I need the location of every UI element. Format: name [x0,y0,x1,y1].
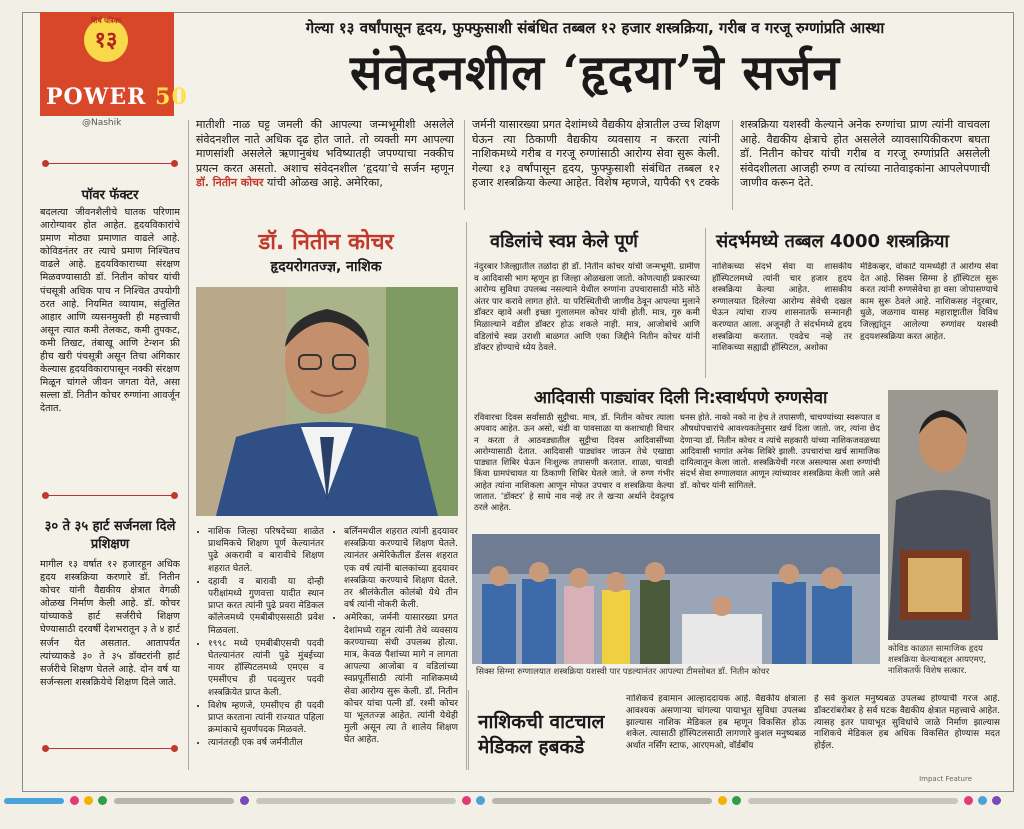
training-title: ३० ते ३५ हार्ट सर्जनला दिले प्रशिक्षण [44,519,176,552]
bullet-list-1 [196,526,324,758]
team-photo-illustration [472,534,880,664]
dream-text: नंदुरबार जिल्ह्यातील तळोदा ही डॉ. नितीन कोचर यांची जन्मभूमी. ग्रामीण व आदिवासी भाग म्हणून हा जिल्हा ओळखला जातो. कोणत्याही प्रकारच्या आरोग्य सुविधा उपलब्ध नसल्याने येथील रुग्णांना उपचारासाठी मोठे मोठे अंतर पार करावे लागत होते. या परिस्थितीची जाणीव ठेवून आपल्या मुलाने डॉक्टर व्हावे अशी इच्छा गुलालमल कोचर यांची होती. मात्र, गुरु कमी मिळाल्याने वडील डॉक्टर होऊ शकले नाही. मात्र, आजोबांचे आणि वडिलांचे स्वप्न उराशी बाळगत आणि एका जिद्दीने नितीन कोचर यांनी डॉक्टर होण्याचे ध्येय ठेवले. [474,262,700,354]
award-photo-caption: कोविड काळात सामाजिक हृदय शस्त्रक्रिया केल्याबद्दल आयएमए, नाशिकतर्फे विशेष सत्कार. [888,644,987,676]
intro-column-3: शस्त्रक्रिया यशस्वी केल्याने अनेक रुग्णांचा प्राण त्यांनी वाचवला आहे. वैद्यकीय क्षेत्राचे होत असलेले व्यावसायिकीकरण बघता डॉ. नितीन कोचर यांची गरीब व गरजू रुग्णांप्रति असलेली संवेदशीलता आजही रुग्ण व त्यांच्या नातेवाइकांना आपलेपणाची जाणीव करून देते. [740,118,990,190]
power-factor-title: पॉवर फॅक्टर [81,188,139,203]
intro-column-1: मातीशी नाळ घट्ट जमली की आपल्या जन्मभूमीशी असलेले संवेदनशील नाते अधिक दृढ होत जाते. तो व्यक्ती मग आपल्या माणसांशी असलेले ऋणानुबंध भविष्यातही जपण्याचा नक्कीच प्रयत्न करत असतो. अशाच संवेदनशील ‘हृदया’चे सर्जन म्हणून डॉ. नितीन कोचर यांची ओळख आहे. अमेरिका, [196,118,454,190]
award-photo-illustration [888,390,998,640]
medical-hub-title: नाशिकची वाटचाल मेडिकल हबकडे [478,711,605,758]
award-photo [888,390,998,640]
list-item: • बर्लिनमधील शहरात त्यांनी हृदयावर शस्त्रक्रिया करण्याचे शिक्षण घेतले. त्यानंतर अमेरिकेतील डॅलस शहरात एक वर्ष त्यांनी बालकांच्या हृदयावर शस्त्रक्रिया करण्याचे शिक्षण घेतले. तर श्रीलंकेतील कोलंबो येथे तीन वर्ष त्यांनी नोकरी केली. [344,526,458,611]
list-item: • नाशिक जिल्हा परिषदेच्या शाळेत प्राथमिकचे शिक्षण पूर्ण केल्यानंतर पुढे अकरावी व बारावीचे शिक्षण शहरात घेतले. [208,526,324,575]
operations-text-1: नाशिकच्या संदर्भ सेवा या शासकीय हॉस्पिटलमध्ये त्यांनी चार हजार हृदय शस्त्रक्रिया केल्या आहेत. शासकीय रुग्णालयात दिलेल्या आरोग्य सेवेची दखल घेऊन त्यांचा राज्य शासनातर्फे सन्मानही करण्यात आला. अजूनही ते संदर्भमध्ये हृदय शस्त्रक्रिया करतात. एवढेच नव्हे तर नाशिकच्या सह्याद्री हॉस्पिटल, अशोका [712,262,852,354]
list-item: • त्यानंतरही एक वर्ष जर्मनीतील [208,737,324,749]
team-photo-caption: सिक्स सिग्मा रुग्णालयात शस्त्रक्रिया यशस्वी पार पडल्यानंतर आपल्या टीमसोबत डॉ. नितीन कोचर [476,667,770,677]
list-item: • अमेरिका, जर्मनी यासारख्या प्रगत देशांमध्ये राहून त्यांनी तेथे व्यवसाय करण्याच्या संधी उपलब्ध होत्या. मात्र, केवळ पैशांच्या मागे न लागता आपल्या आजोबा व वडिलांच्या स्वप्नपूर्तीसाठी त्यांनी नाशिकमध्ये सेवा आरोग्य सुरू केली. डॉ. नितीन कोचर यांचा पत्नी डॉ. रश्मी कोचर या भूलतज्ज्ञ आहेत. त्यांनी येथेही मुली असून त्या ते शालेय शिक्षण घेत आहेत. [344,612,458,746]
headline: संवेदनशील ‘हृदया’चे सर्जन [349,45,841,101]
medical-hub-text-1: नाशिकचे हवामान आल्हाददायक आहे. वैद्यकीय क्षेत्राला आवश्यक असणाऱ्या चांगल्या पायाभूत सुविधा उपलब्ध झाल्यास नाशिक मेडिकल हब म्हणून विकसित होऊ शकेल. त्यासाठी हॉस्पिटलसाठी लागणारे कुशल मनुष्यबळ अर्थात नर्सिंग स्टाफ, आरएमओ, वॉर्डबॉय [626,694,806,752]
tribal-text-1: रविवारचा दिवस सर्वांसाठी सुट्टीचा. मात्र, डॉ. नितीन कोचर त्याला अपवाद आहेत. ऊन असो, थंडी वा पावसाळा या कशाचाही विचार न करता ते आठवड्यातील सुट्टीचा दिवस आदिवासींच्या आरोग्यासाठी देतात. आदिवासी पाड्यांवर जाऊन तेथे एखाद्या पाड्यात शिबिर घेऊन निःशुल्क तपासणी करतात. शाळा, चावडी किंवा ग्रामपंचायत या ठिकाणी शिबिर घेतले जाते. जे रुग्ण गंभीर आहेत त्यांना नाशिकला आणून मोफत उपचार व शस्त्रक्रिया केल्या जातात. ‘डॉक्टर’ हे साधे नाव नव्हे तर ते खऱ्या अर्थाने देवदूतच ठरले आहेत. [474,412,674,513]
divider [46,495,174,496]
list-item: • विशेष म्हणजे, एमसीएच ही पदवी प्राप्त करताना त्यांनी राज्यात पहिला क्रमांकाचे सुवर्णपदक मिळवले. [208,700,324,737]
divider [46,748,174,749]
divider [46,163,174,164]
profile-name: डॉ. नितीन कोचर [258,230,394,255]
operations-text-2: मेडिकव्हर, वोकार्ट यामध्येही ते आरोग्य सेवा देत आहे. सिक्स सिग्मा हे हॉस्पिटल सुरू करत त्यांनी रुग्णसेवेचा हा वसा जोपासण्याचे काम सुरू ठेवले आहे. नाशिकसह नंदुरबार, धुळे, जळगाव यासह महाराष्ट्रातील विविध जिल्ह्यांतून आलेल्या रुग्णांवर यशस्वी हृदयशस्त्रक्रिया करत आहेत. [860,262,998,342]
dream-title: वडिलांचे स्वप्न केले पूर्ण [490,231,638,252]
profile-role: हृदयरोगतज्ज्ञ, नाशिक [270,259,382,275]
medical-hub-text-2: हे सर्व कुशल मनुष्यबळ उपलब्ध होण्याची गरज आहे. डॉक्टरांबरोबर हे सर्व घटक वैद्यकीय क्षेत्रात महत्त्वाचे आहेत. त्यासह इतर पायाभूत सुविधांचे जाळे निर्माण झाल्यास नाशिकचे मेडिकल हब अधिक विकसित होण्यास मदत होईल. [814,694,1000,752]
impact-feature-label: Impact Feature [919,775,972,783]
decorative-color-ribbon [0,792,1024,808]
tribal-title: आदिवासी पाड्यांवर दिली नि:स्वार्थपणे रुग्णसेवा [534,388,828,408]
intro-column-2: जर्मनी यासारख्या प्रगत देशांमध्ये वैद्यकीय क्षेत्रातील उच्च शिक्षण घेऊन त्या ठिकाणी वैद्यकीय व्यवसाय न करता त्यांनी नाशिकमध्ये गरीब व गरजू रुग्णांसाठी आरोग्य सेवा सुरू केली. गेल्या १३ वर्षांपासून हृदय, फुफ्फुसाशी संबंधित तब्बल १२ हजार शस्त्रक्रिया केल्या आहेत. विशेष म्हणजे, यापैकी ९९ टक्के [472,118,720,190]
bullet-list-2 [332,526,458,758]
doctor-portrait-photo [196,287,458,516]
power-50-logo [40,12,188,116]
anniversary-badge: शिर्ष पत्रिका १३ [84,18,128,62]
author-reference: डॉ. नितीन कोचर [196,176,264,190]
operations-title: संदर्भमध्ये तब्बल 4000 शस्त्रक्रिया [716,231,950,252]
team-photo [472,534,880,664]
list-item: • दहावी व बारावी या दोन्ही परीक्षांमध्ये गुणवत्ता यादीत स्थान प्राप्त करत त्यांनी पुढे प्रवरा मेडिकल कॉलेजमध्ये एमबीबीएससाठी प्रवेश मिळवला. [208,576,324,637]
kicker: गेल्या १३ वर्षांपासून हृदय, फुफ्फुसाशी संबंधित तब्बल १२ हजार शस्त्रक्रिया, गरीब व गरजू रुग्णांप्रति आस्था [305,19,885,37]
edition-label: @Nashik [82,118,122,128]
tribal-text-2: घनस होते. नाको नको ना हेच ते तपासणी, चाचण्यांच्या स्वरूपात व औषधोपचारांचे आवश्यकतेनुसार खर्च दिला जातो. जर, त्यांना छेद देणाऱ्या डॉ. नितीन कोचर व त्यांचे सहकारी यांच्या नाशिकजवळच्या आदिवासी भागांत अनेक शिबिरे झाली. उपचारांचा खर्च सामाजिक दायित्वातून केला जातो. शस्त्रक्रियेची गरज असल्यास अशा रुग्णांची संदर्भ सेवा रुग्णालयात आणून त्यांच्यावर शस्त्रक्रिया केली जाते असे डॉ. कोचर यांनी सांगितले. [680,412,880,490]
list-item: • १९९८ मध्ये एमबीबीएसची पदवी घेतल्यानंतर त्यांनी पुढे मुंबईच्या नायर हॉस्पिटलमध्ये एमएस व एमसीएच ही पदव्युत्तर पदवी शस्त्रक्रियेत प्राप्त केली. [208,638,324,699]
power-label: POWER 50 [46,84,188,110]
power-factor-text: बदलत्या जीवनशैलीचे घातक परिणाम आरोग्यावर होत आहेत. हृदयविकारांचे प्रमाण मोठ्या प्रमाणात वाढले आहे. कोविडनंतर तर त्याचे प्रमाण निश्चितच वाढले आहे. हृदयविकाराच्या संरक्षण मिळवण्यासाठी डॉ. नितीन कोचर यांची पंचसूत्री अधिक पाच न निश्चित उपयोगी ठरत आहे. नियमित व्यायाम, संतुलित आहार आणि व्यसनमुक्ती ही महत्त्वाची असून त्यात कमी तेलकट, कमी तुपकट, कमी तिखट, तंबाखू आणि टेन्शन फ्री हीच खरी पंचसूत्री असून तिचा अंगिकार केल्यास हृदयविकारापासून नक्की संरक्षण मिळून चांगले जीवन जगता येते, असा सल्ला डॉ. नितीन कोचर रुग्णांना आवर्जून देतात. [40,207,180,415]
doctor-portrait-illustration [196,287,458,516]
training-text: मागील १३ वर्षात १२ हजारहून अधिक हृदय शस्त्रक्रिया करणारे डॉ. नितीन कोचर यांनी वैद्यकीय क्षेत्रात वेगळी ओळख निर्माण केली आहे. डॉ. कोचर यांच्याकडे हार्ट सर्जरीचे शिक्षण घेण्यासाठी दरवर्षी देशभरातून ३ ते ४ हार्ट सर्जन येत असतात. आतापर्यंत त्यांच्याकडे ३० ते ३५ डॉक्टरांनी हार्ट सर्जरीचे शिक्षण घेतले आहे. दोन वर्ष या सर्जन्सला शस्त्रक्रियेचे शिक्षण दिले जाते. [40,559,180,688]
